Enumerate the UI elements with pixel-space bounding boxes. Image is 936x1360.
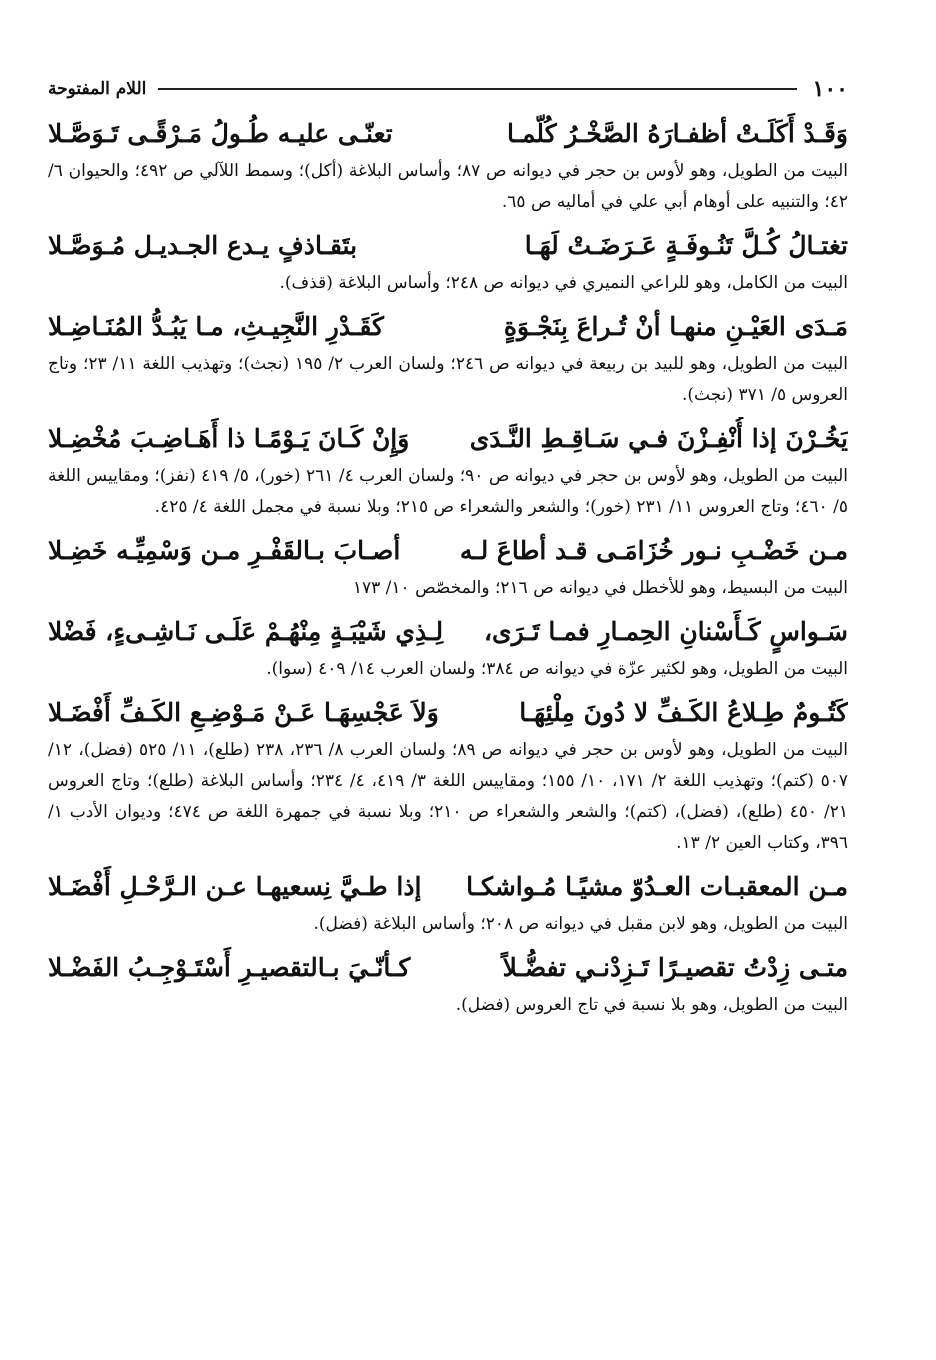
source-note: البيت من الطويل، وهو لكثير عزّة في ديوانه ص ٣٨٤؛ ولسان العرب ١٤/ ٤٠٩ (سوا). [266, 659, 848, 679]
verse-entry [48, 112, 848, 218]
first-hemistich: مـن خَضْـبِ نـور خُزَامَـى قـد أطاعَ لـه [459, 536, 848, 565]
source-note: البيت من البسيط، وهو للأخطل في ديوانه ص ٢١٦؛ والمخصّص ١٠/ ١٧٣ [352, 578, 848, 598]
first-hemistich: مـن المعقبـات العـدُوّ مشيًـا مُـواشكـا [466, 872, 848, 901]
source-note: البيت من الكامل، وهو للراعي النميري في ديوانه ص ٢٤٨؛ وأساس البلاغة (قذف). [279, 273, 848, 293]
verse-line [48, 691, 848, 735]
source-note: البيت من الطويل، وهو لابن مقبل في ديوانه ص ٢٠٨؛ وأساس البلاغة (فضل). [313, 914, 848, 934]
first-hemistich: كَتُـومٌ طِـلاعُ الكَـفِّ لا دُونَ مِلْئِهَـا [519, 698, 848, 727]
verse-line [48, 529, 848, 573]
verse-line [48, 865, 848, 909]
verse-entry [48, 529, 848, 604]
source-note: البيت من الطويل، وهو بلا نسبة في تاج العروس (فضل). [455, 995, 848, 1015]
header-rule [158, 88, 796, 90]
verse-entry [48, 946, 848, 1021]
verse-line [48, 610, 848, 654]
first-hemistich: متـى زِدْتُ تقصيـرًا تَـزِدْنـي تفضُّـلاً [502, 953, 848, 982]
verse-entry [48, 865, 848, 940]
source-note: البيت من الطويل، وهو للبيد بن ربيعة في ديوانه ص ٢٤٦؛ ولسان العرب ٢/ ١٩٥ (نجث)؛ وتهذيب اللغة ١١/ ٢٣؛ وتاج العروس ٥/ ٣٧١ (نجث). [48, 354, 849, 405]
verse-line [48, 946, 848, 990]
verse-line [48, 112, 848, 156]
page-number: ١٠٠ [812, 76, 848, 102]
verse-line [48, 224, 848, 268]
first-hemistich: يَخُـرْنَ إذا أُنْفِـزْنَ فـي سَـاقِـطِ النَّـدَى [469, 424, 848, 453]
source-note: البيت من الطويل، وهو لأوس بن حجر في ديوانه ص ٨٧؛ وأساس البلاغة (أكل)؛ وسمط اللآلي ص ٤٩٢؛ والحيوان ٦/ ٤٢؛ والتنبيه على أوهام أبي علي في أماليه ص ٦٥. [48, 161, 848, 212]
chapter-title: اللام المفتوحة [48, 79, 147, 99]
first-hemistich: تغتـالُ كُـلَّ تَنُـوفَـةٍ عَـرَضَـتْ لَهَـا [524, 231, 848, 260]
verse-entries [48, 112, 848, 1027]
source-note: البيت من الطويل، وهو لأوس بن حجر في ديوانه ص ٩٠؛ ولسان العرب ٤/ ٢٦١ (خور)، ٥/ ٤١٩ (نفز)؛ ومقاييس اللغة ٥/ ٤٦٠؛ وتاج العروس ١١/ ٢٣١ (خور)؛ والشعر والشعراء ص ٢١٥؛ وبلا نسبة في مجمل اللغة ٤/ ٤٢٥. [48, 466, 848, 517]
verse-entry [48, 305, 848, 411]
second-hemistich: كـأنّـيَ بـالتقصيـرِ أَسْتَـوْجِـبُ الفَضْـلا [48, 953, 411, 982]
second-hemistich: وَإِنْ كَـانَ يَـوْمًـا ذا أَهَـاضِـبَ مُخْضِـلا [48, 424, 410, 453]
second-hemistich: أصـابَ بـالقَفْـرِ مـن وَسْمِيِّـه خَضِـلا [48, 536, 401, 565]
source-note: البيت من الطويل، وهو لأوس بن حجر في ديوانه ص ٨٩؛ ولسان العرب ٨/ ٢٣٦، ٢٣٨ (طلع)، ١١/ ٥٢٥ (فضل)، ١٢/ ٥٠٧ (كتم)؛ وتهذيب اللغة ٢/ ١٧١، ١٠/ ١٥٥؛ ومقاييس اللغة ٣/ ٤١٩، ٤/ ٢٣٤؛ وأساس البلاغة (طلع)؛ وتاج العروس ٢١/ ٤٥٠ (طلع)، (فضل)، (كتم)؛ والشعر والشعراء ص ٢١٠؛ وبلا نسبة في جمهرة اللغة ص ٤٧٤؛ وديوان الأدب ١/ ٣٩٦، وكتاب العين ٢/ ١٣. [48, 740, 849, 853]
second-hemistich: كَقَـدْرِ النَّجِيـثِ، مـا يَبُـدُّ المُنَـاضِـلا [48, 312, 384, 341]
verse-line [48, 417, 848, 461]
second-hemistich: بتَقـاذفٍ يـدع الجـديـل مُـوَصَّـلا [48, 231, 358, 260]
second-hemistich: وَلاَ عَجْسِهَـا عَـنْ مَـوْضِـعِ الكَـفِّ أَفْضَـلا [48, 698, 439, 727]
page-header [48, 72, 848, 106]
verse-line [48, 305, 848, 349]
second-hemistich: إذا طـيَّ نِسعيهـا عـن الـرَّحْـلِ أَفْضَـلا [48, 872, 422, 901]
verse-entry [48, 691, 848, 859]
second-hemistich: تعنّـى عليـه طُـولُ مَـرْقًـى تَـوَصَّـلا [48, 119, 393, 148]
first-hemistich: وَقَـدْ أَكَلَـتْ أظفـارَهُ الصَّخْـرُ كُلّمـا [507, 119, 848, 148]
first-hemistich: سَـواسٍ كَـأَسْنانِ الحِمـارِ فمـا تَـرَى، [483, 617, 848, 646]
verse-entry [48, 417, 848, 523]
verse-entry [48, 610, 848, 685]
verse-entry [48, 224, 848, 299]
second-hemistich: لِـذِي شَيْبَـةٍ مِنْهُـمْ عَلَـى نَـاشِـىءٍ، فَضْلا [48, 617, 444, 646]
first-hemistich: مَـدَى العَيْـنِ منهـا أنْ تُـراعَ بِنَجْـوَةٍ [503, 312, 848, 341]
